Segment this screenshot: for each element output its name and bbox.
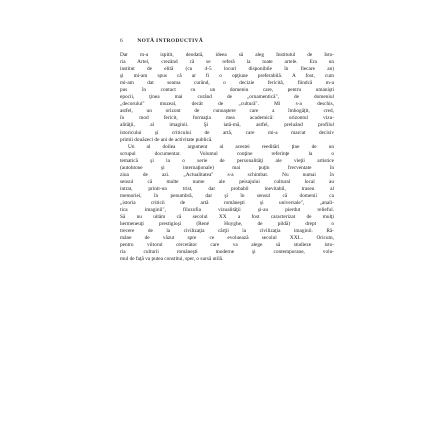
page-number: 6 [120,38,123,44]
text-line: ria Artei, crezând că se referă la toate artele. Era un [120,59,334,66]
paragraph-2 [120,144,334,264]
text-line: istoricului şi criticului de artă, care mi-a marcat decisiv [120,129,334,136]
text-line: mâne de văzut spre ce evoluează secolul XXI... Oricum, [120,235,334,242]
text-line: sensul că multe nume ale peisajului cultural local au [120,178,334,185]
text-line: ziua de azi. „Actualitatea" s-a schimbat. Nu numai în [120,171,334,178]
text-line: Dar m-a ispitit, deodată, ideea să aleg Institutul de Isto- [120,52,334,58]
text-line: scrupul documentar. Volumul conţine referinţe la o [120,150,334,157]
text-line: pentru viitorul cercetător care va alege să studieze isto- [120,242,334,249]
text-line: astfel, un orizont de cunoaştere care a îmbogăţit, cred, [120,108,334,115]
text-line: epocii, ţinea mai curând de „ornamentică", de domeniul [120,94,334,101]
running-header-title: NOTĂ INTRODUCTIVĂ [137,38,204,44]
text-line: alităţii, al imaginii. Şi iată-mă, astfel, preluând profilul [120,122,334,129]
text-line: Să nu uităm că secolul XX a fost caracterizat de mulţi [120,214,334,221]
text-line: tematică şi la o serie de personalităţi ale vieţii artistice [120,157,334,164]
text-line: institut de elită (cu 4-5 locuri disponibile în fiecare an) [120,66,334,73]
text-line: memoriei, în penumbră, dar şi în sensul că domenii ca [120,192,334,199]
text-line: trecere de la civilizaţia cărţii la civilizaţia imaginii. Ră- [120,228,334,235]
text-line: Un al doilea argument al acestei reeditări ţine de un [128,143,334,150]
text-line: (autohtone şi internaţionale) mai puţin frecventate în [120,164,334,171]
text-line: primii douăzeci de ani de activitate publică. [120,136,213,143]
text-line: mi-am dat seama curând, o decizie fericită, fiindcă m-a [120,80,334,87]
text-line: pus în contact cu un domeniu care, pentru umanişti [120,87,334,94]
running-header [120,36,340,46]
text-line: tica imaginii", filozofia vizualităţii şi-au pierdut relieful. [120,207,334,214]
text-line: în mod fericit, formaţia mea academică: orizontul vizu- [120,115,334,122]
text-line: mul de faţă va putea constitui, sper, o sursă utilă. [120,256,224,263]
text-line: hermeneuţi prestigioşi (René Huyghe, de pildă) drept o [120,221,334,228]
text-line: „istoria criticii de artă româneşti şi universale", „anali- [120,199,334,206]
paragraph-1 [120,52,334,144]
text-line: intrat, printr-un trist, dar probabil inevitabil, traseu al [120,185,334,192]
text-line: ria culturii româneşti moderne şi contemporane, volu- [120,249,334,256]
text-line: şi mi-am spus că ar fi o opţiune preferabilă. A fost, cum [120,73,334,80]
body-text [120,52,334,422]
text-line: „decorului" muzeal, decât de „cultură". Mi s-a deschis, [120,101,334,108]
